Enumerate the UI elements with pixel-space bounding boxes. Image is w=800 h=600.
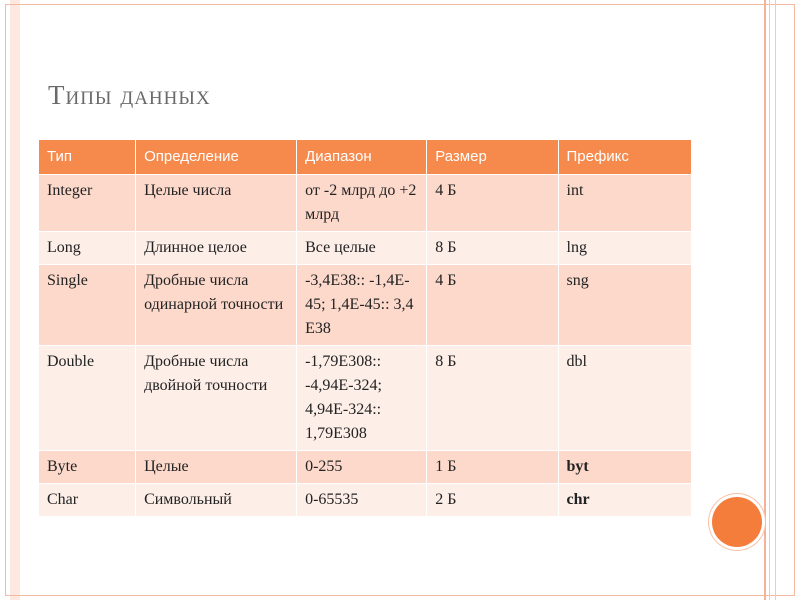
cell-prefix: chr — [558, 484, 692, 517]
slide-title: Типы данных — [48, 80, 211, 110]
header-range: Диапазон — [297, 140, 427, 175]
cell-prefix: byt — [558, 451, 692, 484]
header-type: Тип — [39, 140, 136, 175]
cell-size: 4 Б — [427, 265, 558, 346]
cell-prefix: sng — [558, 265, 692, 346]
table-row — [39, 175, 692, 232]
header-definition: Определение — [136, 140, 297, 175]
cell-type: Single — [39, 265, 136, 346]
cell-definition: Символьный — [136, 484, 297, 517]
data-types-table — [38, 139, 692, 517]
slide-right-line-outer — [775, 0, 776, 600]
cell-prefix: int — [558, 175, 692, 232]
cell-definition: Целые — [136, 451, 297, 484]
table-row — [39, 265, 692, 346]
cell-range: 0-65535 — [297, 484, 427, 517]
header-prefix: Префикс — [558, 140, 692, 175]
slide-right-line-thin — [769, 0, 770, 600]
cell-size: 8 Б — [427, 346, 558, 451]
cell-range: -3,4E38:: -1,4E-45; 1,4E-45:: 3,4 E38 — [297, 265, 427, 346]
table-row — [39, 346, 692, 451]
cell-type: Integer — [39, 175, 136, 232]
table-row — [39, 232, 692, 265]
cell-size: 1 Б — [427, 451, 558, 484]
cell-type: Double — [39, 346, 136, 451]
cell-range: 0-255 — [297, 451, 427, 484]
cell-range: Все целые — [297, 232, 427, 265]
cell-size: 4 Б — [427, 175, 558, 232]
cell-type: Char — [39, 484, 136, 517]
cell-definition: Длинное целое — [136, 232, 297, 265]
cell-size: 8 Б — [427, 232, 558, 265]
cell-prefix: dbl — [558, 346, 692, 451]
cell-prefix: lng — [558, 232, 692, 265]
table-header-row — [39, 140, 692, 175]
cell-range: от -2 млрд до +2 млрд — [297, 175, 427, 232]
cell-type: Byte — [39, 451, 136, 484]
cell-size: 2 Б — [427, 484, 558, 517]
slide-right-line — [764, 0, 766, 600]
cell-range: -1,79E308:: -4,94E-324; 4,94E-324:: 1,79E308 — [297, 346, 427, 451]
decorative-orange-circle — [712, 497, 762, 547]
cell-type: Long — [39, 232, 136, 265]
cell-definition: Дробные числа одинарной точности — [136, 265, 297, 346]
table-row — [39, 451, 692, 484]
cell-definition: Целые числа — [136, 175, 297, 232]
table-row — [39, 484, 692, 517]
header-size: Размер — [427, 140, 558, 175]
cell-definition: Дробные числа двойной точности — [136, 346, 297, 451]
